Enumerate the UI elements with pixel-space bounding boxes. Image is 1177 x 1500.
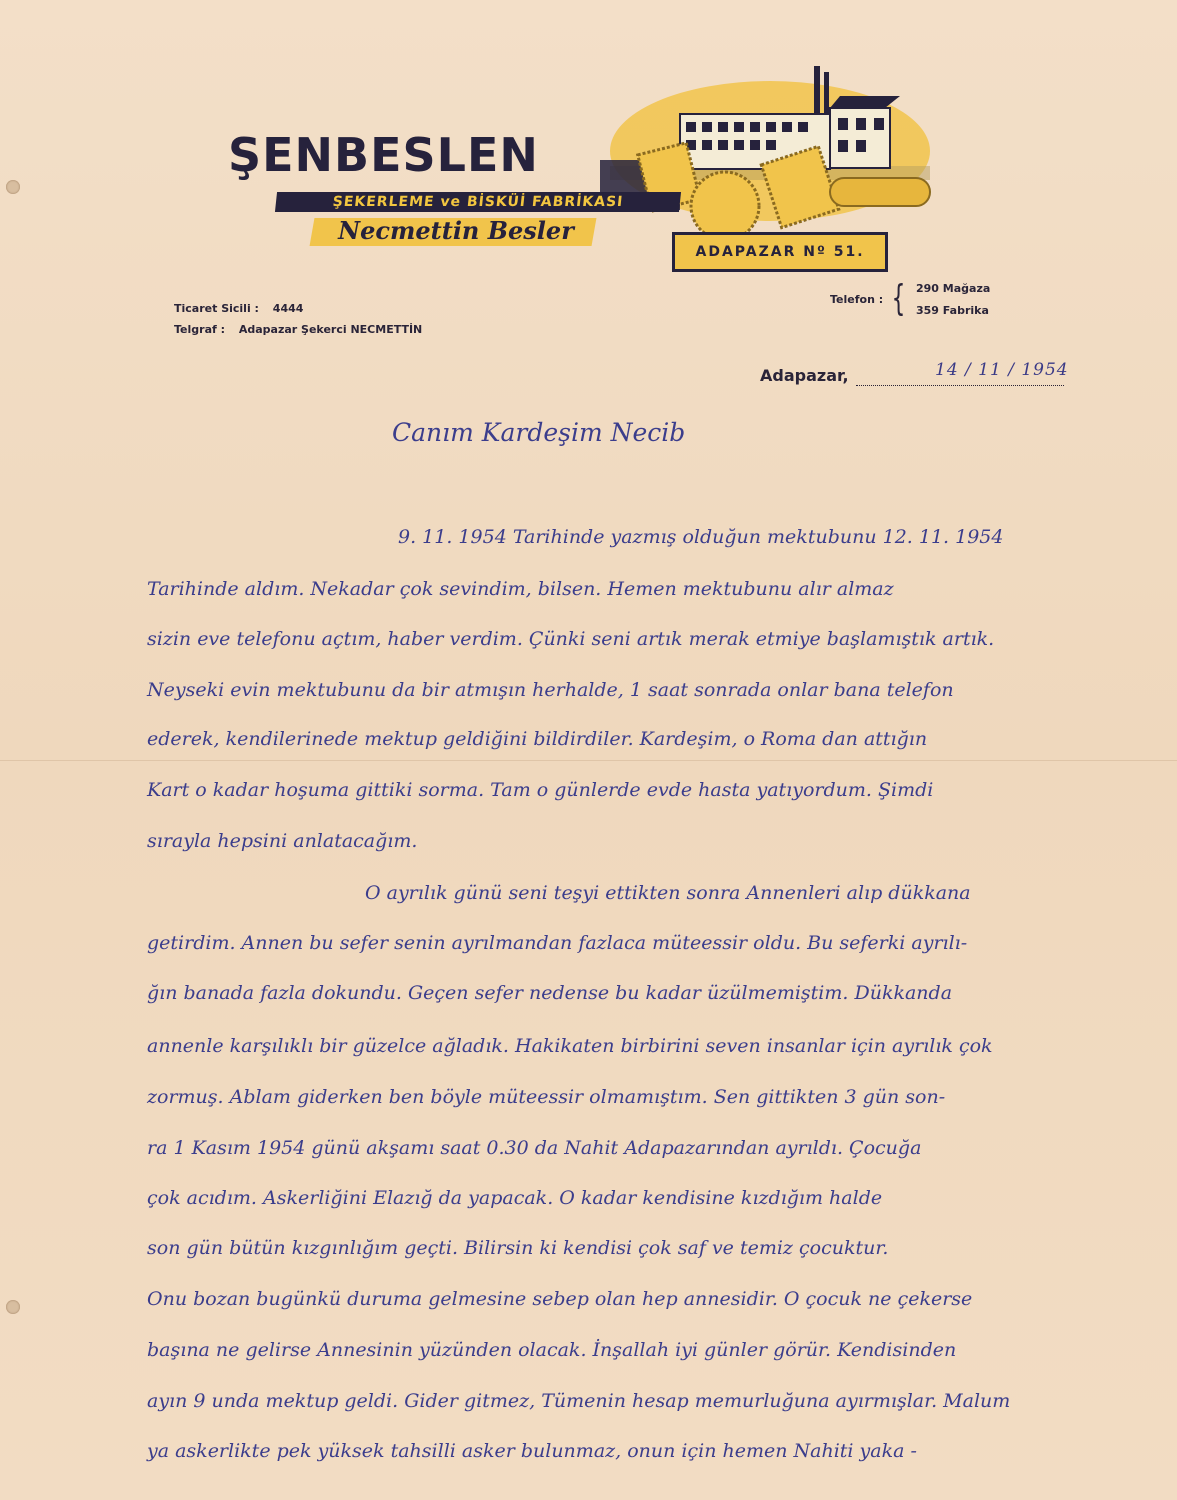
letter-line: getirdim. Annen bu sefer senin ayrılmandan fazlaca müteessir oldu. Bu seferki ayrılı- — [147, 932, 968, 954]
trade-registry-value: 4444 — [272, 302, 304, 315]
letter-line: çok acıdım. Askerliğini Elazığ da yapacak. O kadar kendisine kızdığım halde — [147, 1187, 883, 1209]
letter-line: sizin eve telefonu açtım, haber verdim. Çünki seni artık merak etmiye başlamıştık artık. — [147, 628, 995, 650]
date-value: 14 / 11 / 1954 — [935, 360, 1069, 380]
letter-line: O ayrılık günü seni teşyi ettikten sonra Annenleri alıp dükkana — [365, 882, 971, 904]
letter-line: ra 1 Kasım 1954 günü akşamı saat 0.30 da Nahit Adapazarından ayrıldı. Çocuğa — [147, 1137, 922, 1159]
date-dotted-line — [856, 385, 1064, 386]
letter-line: Tarihinde aldım. Nekadar çok sevindim, bilsen. Hemen mektubunu alır almaz — [147, 578, 894, 600]
owner-name: Necmettin Besler — [338, 216, 574, 245]
telegraph — [174, 323, 422, 336]
phone-factory: 359 Fabrika — [916, 304, 989, 317]
factory-illustration-icon — [600, 56, 940, 256]
date-row — [760, 360, 1069, 385]
phone-label: Telefon : — [830, 293, 884, 306]
salutation: Canım Kardeşim Necib — [392, 418, 686, 447]
punch-hole — [6, 180, 20, 194]
letter-line: Neyseki evin mektubunu da bir atmışın herhalde, 1 saat sonrada onlar bana telefon — [147, 679, 954, 701]
date-label: Adapazar, — [760, 366, 849, 385]
letter-line: sırayla hepsini anlatacağım. — [147, 830, 418, 852]
trade-registry — [174, 302, 303, 315]
letter-line: zormuş. Ablam giderken ben böyle müteessir olmamıştım. Sen gittikten 3 gün son- — [147, 1086, 946, 1108]
letter-line: annenle karşılıklı bir güzelce ağladık. Hakikaten birbirini seven insanlar için ayrılık çok — [147, 1035, 993, 1057]
brand-name: ŞENBESLEN — [228, 128, 539, 182]
letter-line: ayın 9 unda mektup geldi. Gider gitmez, Tümenin hesap memurluğuna ayırmışlar. Malum — [147, 1390, 1011, 1412]
trade-registry-label: Ticaret Sicili : — [174, 302, 259, 315]
phone-store: 290 Mağaza — [916, 282, 991, 295]
letter-line: son gün bütün kızgınlığım geçti. Bilirsin ki kendisi çok saf ve temiz çocuktur. — [147, 1237, 889, 1259]
punch-hole — [6, 1300, 20, 1314]
telegraph-label: Telgraf : — [174, 323, 226, 336]
letter-line: 9. 11. 1954 Tarihinde yazmış olduğun mektubunu 12. 11. 1954 — [398, 526, 1004, 548]
brand-subtitle: ŞEKERLEME ve BİSKÜİ FABRİKASI — [275, 192, 681, 212]
letter-line: ğın banada fazla dokundu. Geçen sefer nedense bu kadar üzülmemiştim. Dükkanda — [147, 982, 953, 1004]
letter-line: ya askerlikte pek yüksek tahsilli asker bulunmaz, onun için hemen Nahiti yaka - — [147, 1440, 917, 1462]
place-box: ADAPAZAR Nº 51. — [672, 232, 888, 272]
letter-line: ederek, kendilerinede mektup geldiğini bildirdiler. Kardeşim, o Roma dan attığın — [147, 728, 928, 750]
letter-line: Kart o kadar hoşuma gittiki sorma. Tam o günlerde evde hasta yatıyordum. Şimdi — [147, 779, 934, 801]
telegraph-value: Adapazar Şekerci NECMETTİN — [238, 323, 423, 336]
brace-icon: { — [891, 278, 906, 319]
letter-line: Onu bozan bugünkü duruma gelmesine sebep olan hep annesidir. O çocuk ne çekerse — [147, 1288, 973, 1310]
paper-fold — [0, 760, 1177, 761]
letter-line: başına ne gelirse Annesinin yüzünden olacak. İnşallah iyi günler görür. Kendisinden — [147, 1339, 957, 1361]
